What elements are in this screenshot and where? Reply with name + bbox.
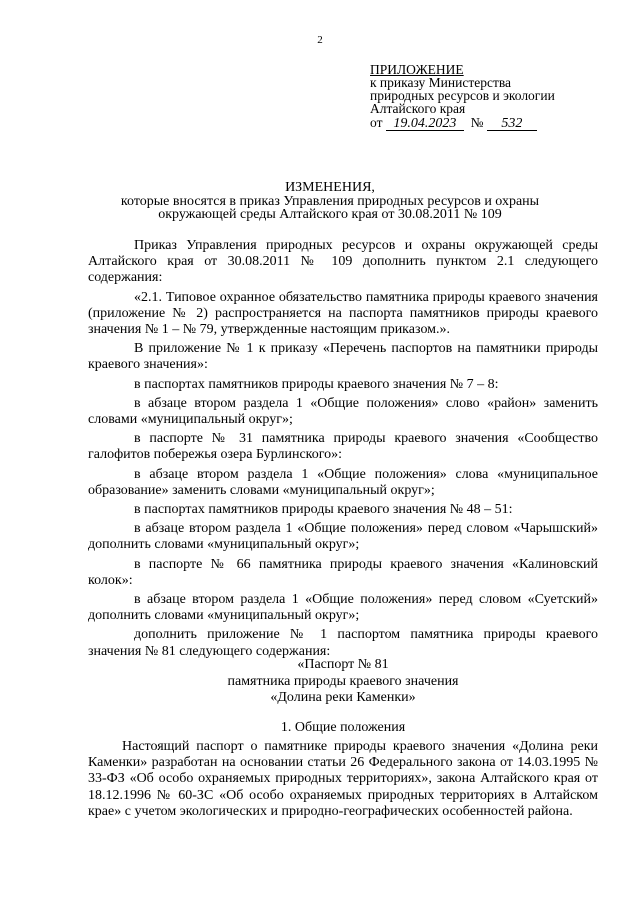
heading-title: ИЗМЕНЕНИЯ, (285, 180, 375, 195)
handwritten-date: 19.04.2023 (386, 117, 464, 131)
paragraph: В приложение № 1 к приказу «Перечень паспортов на памятники природы краевого значения»: (88, 341, 598, 373)
appendix-line-2: природных ресурсов и экологии (370, 88, 555, 103)
passport-heading (88, 657, 598, 707)
document-heading (90, 181, 570, 222)
paragraph: дополнить приложение № 1 паспортом памятника природы краевого значения № 81 следующего содержания: (88, 627, 598, 659)
page-number: 2 (317, 34, 323, 46)
paragraph: в паспортах памятников природы краевого значения № 48 – 51: (134, 502, 513, 518)
changes-body (88, 238, 598, 660)
paragraph: в абзаце втором раздела 1 «Общие положения» перед словом «Чарышский» дополнить словами «муниципальный округ»; (88, 521, 598, 553)
passport-line-2: памятника природы краевого значения (227, 673, 459, 689)
section-title: 1. Общие положения (280, 720, 406, 735)
section-paragraph: Настоящий паспорт о памятнике природы краевого значения «Долина реки Каменки» разработан на основании статьи 26 Федерального закона от 14.03.1995 № 33-ФЗ «Об особо охраняемых природных территориях», закона Алтайского края от 18.12.1996 № 60-ЗС «Об особо охраняемых природных территориях в Алтайском крае» с учетом экологических и природно-географических особенностей района. (88, 739, 598, 819)
appendix-line-1: к приказу Министерства (370, 75, 512, 90)
passport-line-3: «Долина реки Каменки» (270, 690, 416, 705)
paragraph: в паспорте № 66 памятника природы краевого значения «Калиновский колок»: (88, 556, 598, 588)
paragraph: «2.1. Типовое охранное обязательство памятника природы краевого значения (приложение № 2) распространяется на паспорта памятников природы краевого значения № 1 – № 79, утвержденные настоящим приказом.». (88, 289, 598, 338)
paragraph: в абзаце втором раздела 1 «Общие положения» слова «муниципальное образование» заменить словами «муниципальный округ»; (88, 466, 598, 498)
appendix-date-number-row (370, 116, 610, 131)
paragraph: в паспорте № 31 памятника природы краевого значения «Сообщество галофитов побережья озера Бурлинского»: (88, 431, 598, 463)
number-prefix: № (470, 115, 484, 130)
paragraph: в паспортах памятников природы краевого значения № 7 – 8: (134, 376, 499, 392)
section-body (88, 739, 598, 820)
date-prefix: от (370, 115, 383, 130)
heading-line-2: окружающей среды Алтайского края от 30.08.2011 № 109 (158, 207, 502, 222)
handwritten-number: 532 (487, 117, 537, 131)
paragraph: Приказ Управления природных ресурсов и охраны окружающей среды Алтайского края от 30.08.2011 № 109 дополнить пунктом 2.1 следующего содержания: (88, 238, 598, 286)
appendix-line-3: Алтайского края (370, 101, 466, 116)
passport-line-1: «Паспорт № 81 (297, 657, 389, 672)
paragraph: в абзаце втором раздела 1 «Общие положения» слово «район» заменить словами «муниципальный округ»; (88, 395, 598, 428)
appendix-title: ПРИЛОЖЕНИЕ (370, 62, 464, 77)
heading-line-1: которые вносятся в приказ Управления природных ресурсов и охраны (120, 193, 540, 209)
appendix-block (370, 63, 610, 131)
paragraph: в абзаце втором раздела 1 «Общие положения» перед словом «Суетский» дополнить словами «муниципальный округ»; (88, 592, 598, 624)
